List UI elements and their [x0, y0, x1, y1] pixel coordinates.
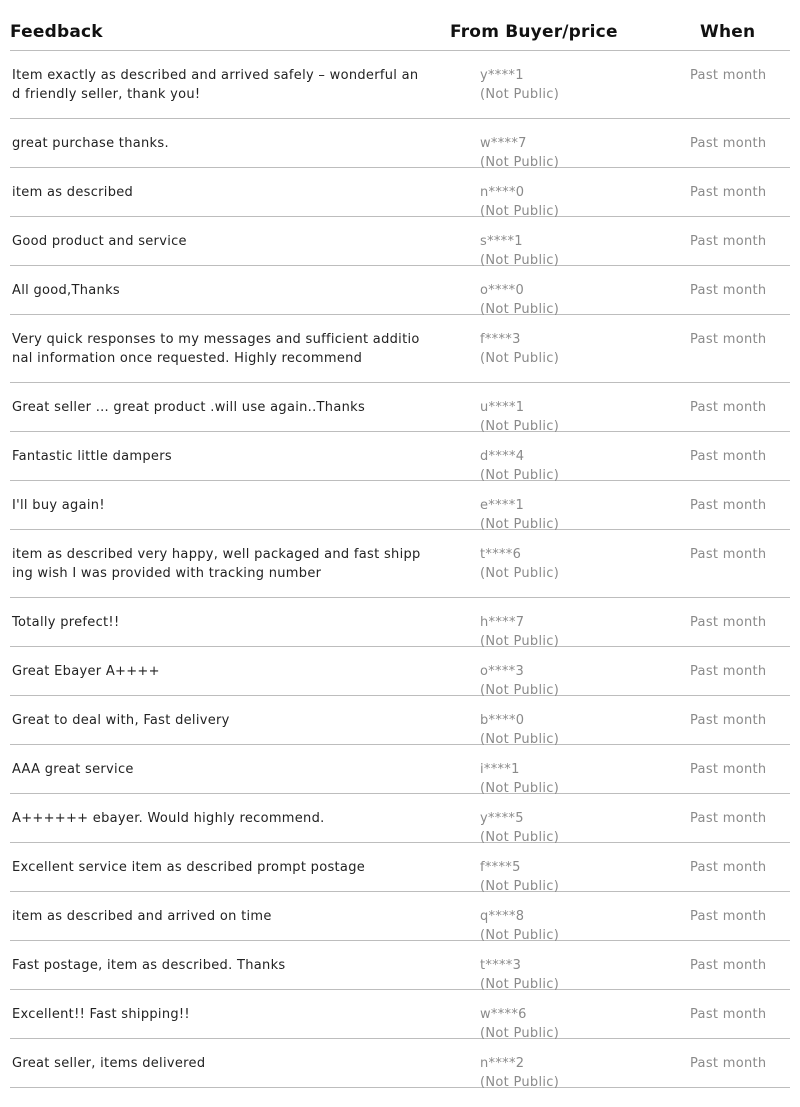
- privacy-note: (Not Public): [480, 830, 560, 845]
- feedback-comment: Fantastic little dampers: [12, 449, 172, 464]
- buyer-cell: [480, 66, 559, 104]
- buyer-cell: [480, 281, 559, 319]
- privacy-note: (Not Public): [480, 87, 560, 102]
- buyer-id: n****2: [480, 1056, 525, 1071]
- privacy-note: (Not Public): [480, 683, 560, 698]
- feedback-when: Past month: [690, 762, 767, 777]
- buyer-cell: [480, 809, 559, 847]
- buyer-cell: [480, 496, 559, 534]
- feedback-when: Past month: [690, 185, 767, 200]
- feedback-comment: I'll buy again!: [12, 498, 105, 513]
- table-row: [10, 696, 790, 745]
- feedback-comment: Excellent!! Fast shipping!!: [12, 1007, 190, 1022]
- table-row: [10, 1039, 790, 1088]
- table-row: [10, 266, 790, 315]
- privacy-note: (Not Public): [480, 419, 560, 434]
- buyer-cell: [480, 1005, 559, 1043]
- feedback-when: Past month: [690, 1007, 767, 1022]
- privacy-note: (Not Public): [480, 781, 560, 796]
- feedback-comment: Item exactly as described and arrived safely – wonderful and friendly seller, thank you!: [12, 68, 419, 102]
- feedback-comment: Great seller, items delivered: [12, 1056, 206, 1071]
- table-row: [10, 843, 790, 892]
- buyer-cell: [480, 711, 559, 749]
- feedback-when: Past month: [690, 68, 767, 83]
- privacy-note: (Not Public): [480, 1075, 560, 1090]
- feedback-comment: Great Ebayer A++++: [12, 664, 160, 679]
- buyer-cell: [480, 134, 559, 172]
- feedback-comment: great purchase thanks.: [12, 136, 169, 151]
- feedback-when: Past month: [690, 909, 767, 924]
- column-header-when: When: [700, 22, 756, 42]
- privacy-note: (Not Public): [480, 302, 560, 317]
- table-row: [10, 598, 790, 647]
- privacy-note: (Not Public): [480, 879, 560, 894]
- table-row: [10, 432, 790, 481]
- privacy-note: (Not Public): [480, 977, 560, 992]
- feedback-when: Past month: [690, 1056, 767, 1071]
- feedback-when: Past month: [690, 498, 767, 513]
- table-row: [10, 315, 790, 383]
- buyer-cell: [480, 330, 559, 368]
- privacy-note: (Not Public): [480, 1026, 560, 1041]
- table-header: [10, 0, 790, 51]
- feedback-comment: A++++++ ebayer. Would highly recommend.: [12, 811, 325, 826]
- buyer-cell: [480, 398, 559, 436]
- feedback-comment: All good,Thanks: [12, 283, 120, 298]
- privacy-note: (Not Public): [480, 204, 560, 219]
- feedback-when: Past month: [690, 136, 767, 151]
- buyer-id: s****1: [480, 234, 523, 249]
- buyer-cell: [480, 447, 559, 485]
- feedback-when: Past month: [690, 713, 767, 728]
- table-row: [10, 481, 790, 530]
- table-row: [10, 119, 790, 168]
- buyer-cell: [480, 232, 559, 270]
- feedback-when: Past month: [690, 860, 767, 875]
- feedback-comment: item as described very happy, well packaged and fast shipping wish I was provided with tracking number: [12, 547, 421, 581]
- buyer-id: y****1: [480, 68, 524, 83]
- feedback-comment: item as described: [12, 185, 134, 200]
- buyer-id: o****3: [480, 664, 525, 679]
- privacy-note: (Not Public): [480, 634, 560, 649]
- buyer-id: d****4: [480, 449, 525, 464]
- feedback-when: Past month: [690, 283, 767, 298]
- feedback-comment: AAA great service: [12, 762, 134, 777]
- buyer-id: w****7: [480, 136, 527, 151]
- buyer-id: f****5: [480, 860, 521, 875]
- column-header-feedback: Feedback: [10, 22, 103, 42]
- table-row: [10, 217, 790, 266]
- privacy-note: (Not Public): [480, 517, 560, 532]
- feedback-comment: item as described and arrived on time: [12, 909, 272, 924]
- buyer-id: u****1: [480, 400, 525, 415]
- privacy-note: (Not Public): [480, 253, 560, 268]
- buyer-id: f****3: [480, 332, 521, 347]
- buyer-cell: [480, 1054, 559, 1092]
- feedback-when: Past month: [690, 400, 767, 415]
- feedback-comment: Great seller ... great product .will use again..Thanks: [12, 400, 366, 415]
- buyer-id: b****0: [480, 713, 525, 728]
- privacy-note: (Not Public): [480, 351, 560, 366]
- feedback-when: Past month: [690, 664, 767, 679]
- feedback-table: [10, 0, 790, 1088]
- feedback-when: Past month: [690, 615, 767, 630]
- privacy-note: (Not Public): [480, 155, 560, 170]
- feedback-when: Past month: [690, 449, 767, 464]
- buyer-cell: [480, 662, 559, 700]
- buyer-cell: [480, 907, 559, 945]
- buyer-cell: [480, 760, 559, 798]
- feedback-when: Past month: [690, 958, 767, 973]
- table-row: [10, 383, 790, 432]
- feedback-when: Past month: [690, 547, 767, 562]
- buyer-id: t****6: [480, 547, 522, 562]
- privacy-note: (Not Public): [480, 732, 560, 747]
- privacy-note: (Not Public): [480, 566, 560, 581]
- feedback-comment: Great to deal with, Fast delivery: [12, 713, 230, 728]
- column-header-buyer: From Buyer/price: [450, 22, 618, 42]
- buyer-cell: [480, 956, 559, 994]
- table-row: [10, 794, 790, 843]
- feedback-when: Past month: [690, 332, 767, 347]
- table-row: [10, 990, 790, 1039]
- privacy-note: (Not Public): [480, 928, 560, 943]
- table-row: [10, 745, 790, 794]
- feedback-when: Past month: [690, 811, 767, 826]
- buyer-id: e****1: [480, 498, 525, 513]
- table-row: [10, 530, 790, 598]
- feedback-comment: Good product and service: [12, 234, 187, 249]
- feedback-comment: Excellent service item as described prompt postage: [12, 860, 366, 875]
- buyer-id: w****6: [480, 1007, 527, 1022]
- feedback-comment: Very quick responses to my messages and sufficient additional information once requested. Highly recommend: [12, 332, 420, 366]
- buyer-id: q****8: [480, 909, 525, 924]
- buyer-cell: [480, 183, 559, 221]
- table-row: [10, 892, 790, 941]
- buyer-id: n****0: [480, 185, 525, 200]
- buyer-id: i****1: [480, 762, 520, 777]
- buyer-id: y****5: [480, 811, 524, 826]
- buyer-id: o****0: [480, 283, 525, 298]
- buyer-id: t****3: [480, 958, 522, 973]
- feedback-when: Past month: [690, 234, 767, 249]
- table-row: [10, 647, 790, 696]
- privacy-note: (Not Public): [480, 468, 560, 483]
- buyer-cell: [480, 545, 559, 583]
- buyer-cell: [480, 858, 559, 896]
- table-row: [10, 941, 790, 990]
- table-row: [10, 168, 790, 217]
- feedback-comment: Totally prefect!!: [12, 615, 120, 630]
- feedback-comment: Fast postage, item as described. Thanks: [12, 958, 286, 973]
- buyer-id: h****7: [480, 615, 525, 630]
- table-row: [10, 51, 790, 119]
- buyer-cell: [480, 613, 559, 651]
